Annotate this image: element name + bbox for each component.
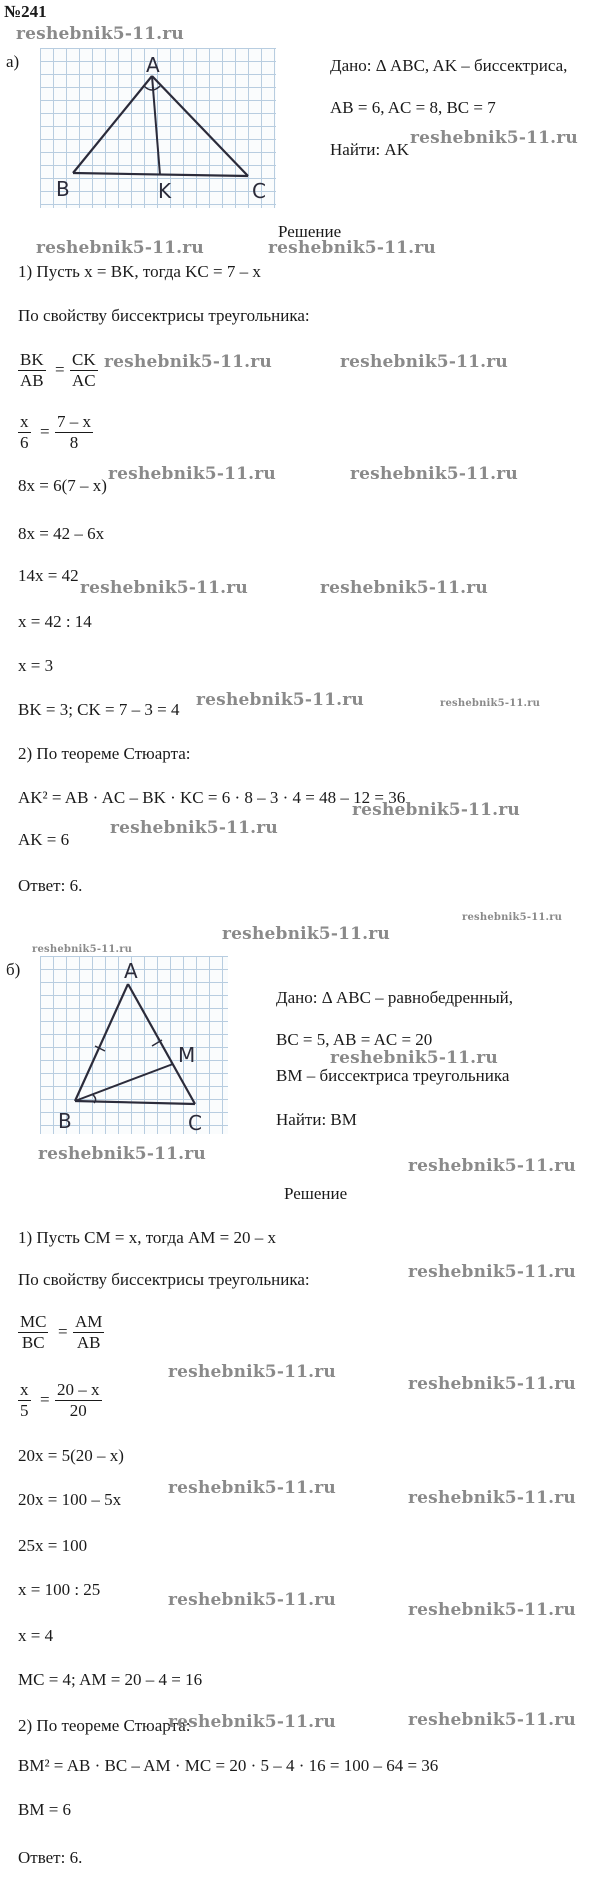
watermark: reshebnik5-11.ru [168,1590,336,1610]
watermark: reshebnik5-11.ru [168,1478,336,1498]
frac-numerator: BK [20,350,44,369]
watermark: reshebnik5-11.ru [268,238,436,258]
part-b-fraction-20-x-20 [55,1380,102,1421]
equals-sign: = [58,1322,68,1341]
part-b-stewart: BM² = AB · BC – AM · MC = 20 · 5 – 4 · 16 = 100 – 64 = 36 [18,1756,439,1775]
part-b-fraction-x-5 [18,1380,31,1421]
part-b-eq1: 20x = 5(20 – x) [18,1446,124,1465]
part-b-given-bisector: BM – биссектриса треугольника [276,1066,510,1085]
problem-number: №241 [4,2,47,21]
watermark: reshebnik5-11.ru [408,1262,576,1282]
part-b-solution-title: Решение [284,1184,348,1203]
frac-numerator: 7 – x [57,412,91,431]
watermark: reshebnik5-11.ru [168,1362,336,1382]
frac-denominator: AC [72,371,96,390]
part-a-stewart: AK² = AB · AC – BK · KC = 6 · 8 – 3 · 4 = 48 – 12 = 36 [18,788,406,807]
vertex-a-label: A [146,53,160,77]
vertex-b-label: B [56,177,70,201]
part-b-eq3: 25x = 100 [18,1536,88,1555]
equals-sign: = [40,1390,50,1409]
watermark: reshebnik5-11.ru [330,1048,498,1068]
frac-denominator: 5 [20,1401,29,1420]
watermark: reshebnik5-11.ru [408,1600,576,1620]
part-a-eq6: BK = 3; CK = 7 – 3 = 4 [18,700,180,719]
watermark: reshebnik5-11.ru [408,1710,576,1730]
part-b-step1: 1) Пусть CM = x, тогда AM = 20 – x [18,1228,276,1247]
watermark: reshebnik5-11.ru [408,1374,576,1394]
part-b-property: По свойству биссектрисы треугольника: [18,1270,310,1289]
part-b-eq2: 20x = 100 – 5x [18,1490,122,1509]
watermark: reshebnik5-11.ru [462,912,563,923]
watermark: reshebnik5-11.ru [16,24,184,44]
frac-denominator: AB [20,371,44,390]
part-a-triangle-figure [40,48,276,208]
part-a-find: Найти: AK [330,140,409,159]
part-a-eq2: 8x = 42 – 6x [18,524,105,543]
part-a-fraction-x-6 [18,412,31,453]
watermark: reshebnik5-11.ru [196,690,364,710]
point-k-label: K [158,179,172,203]
part-b-eq5: x = 4 [18,1626,54,1645]
frac-numerator: CK [72,350,96,369]
frac-numerator: x [20,412,29,431]
part-a-eq4: x = 42 : 14 [18,612,92,631]
part-b-eq4: x = 100 : 25 [18,1580,101,1599]
watermark: reshebnik5-11.ru [108,464,276,484]
vertex-c-label: C [188,1111,202,1135]
watermark: reshebnik5-11.ru [32,944,133,955]
watermark: reshebnik5-11.ru [410,128,578,148]
watermark: reshebnik5-11.ru [340,352,508,372]
frac-numerator: MC [20,1312,47,1331]
part-b-step2: 2) По теореме Стюарта: [18,1716,191,1735]
side-ac [152,76,248,176]
equals-sign: = [55,360,65,379]
frac-denominator: 6 [20,433,29,452]
part-b-result: BM = 6 [18,1800,72,1819]
frac-numerator: AM [75,1312,103,1331]
part-a-fraction-ck-ac [70,350,98,391]
watermark: reshebnik5-11.ru [222,924,390,944]
part-a-fraction-7-x-8 [55,412,93,453]
part-b-eq6: MC = 4; AM = 20 – 4 = 16 [18,1670,203,1689]
part-a-label: а) [6,52,20,71]
part-b-answer: Ответ: 6. [18,1848,83,1867]
watermark: reshebnik5-11.ru [350,464,518,484]
side-bc [75,1101,195,1104]
watermark: reshebnik5-11.ru [168,1712,336,1732]
part-a-eq3: 14x = 42 [18,566,79,585]
part-b-fraction-mc-bc [18,1312,48,1353]
watermark: reshebnik5-11.ru [36,238,204,258]
point-m-label: M [178,1043,196,1067]
part-b-triangle-figure [40,956,228,1134]
frac-numerator: 20 – x [57,1380,100,1399]
watermark: reshebnik5-11.ru [408,1488,576,1508]
part-a-eq1: 8x = 6(7 – x) [18,476,107,495]
part-a-fraction-bk-ab [18,350,46,391]
equals-sign: = [40,422,50,441]
frac-denominator: 20 [69,1401,87,1420]
part-a-answer: Ответ: 6. [18,876,83,895]
side-ab [73,76,152,173]
vertex-c-label: C [252,179,266,203]
part-a-given-title: Дано: Δ ABC, AK – биссектриса, [330,56,568,75]
watermark: reshebnik5-11.ru [440,698,541,709]
part-b-given-title: Дано: Δ ABC – равнобедренный, [276,988,513,1007]
part-b-fraction-am-ab [73,1312,104,1353]
watermark: reshebnik5-11.ru [352,800,520,820]
frac-denominator: AB [76,1333,101,1352]
watermark: reshebnik5-11.ru [80,578,248,598]
watermark: reshebnik5-11.ru [408,1156,576,1176]
part-a-eq5: x = 3 [18,656,54,675]
part-a-given-values: AB = 6, AC = 8, BC = 7 [330,98,496,117]
part-b-find: Найти: BM [276,1110,357,1129]
frac-numerator: x [20,1380,29,1399]
part-b-given-values: BC = 5, AB = AC = 20 [276,1030,433,1049]
part-b-label: б) [6,960,21,979]
vertex-b-label: B [58,1109,72,1133]
part-a-step1: 1) Пусть x = BK, тогда KC = 7 – x [18,262,261,281]
frac-denominator: 8 [69,433,79,452]
watermark: reshebnik5-11.ru [104,352,272,372]
part-a-step2: 2) По теореме Стюарта: [18,744,191,763]
watermark: reshebnik5-11.ru [38,1144,206,1164]
vertex-a-label: A [124,959,138,983]
part-a-solution-title: Решение [278,222,342,241]
part-a-property: По свойству биссектрисы треугольника: [18,306,310,325]
watermark: reshebnik5-11.ru [320,578,488,598]
watermark: reshebnik5-11.ru [110,818,278,838]
bisector-ak [152,76,160,175]
frac-denominator: BC [21,1333,45,1352]
part-a-result: AK = 6 [18,830,70,849]
